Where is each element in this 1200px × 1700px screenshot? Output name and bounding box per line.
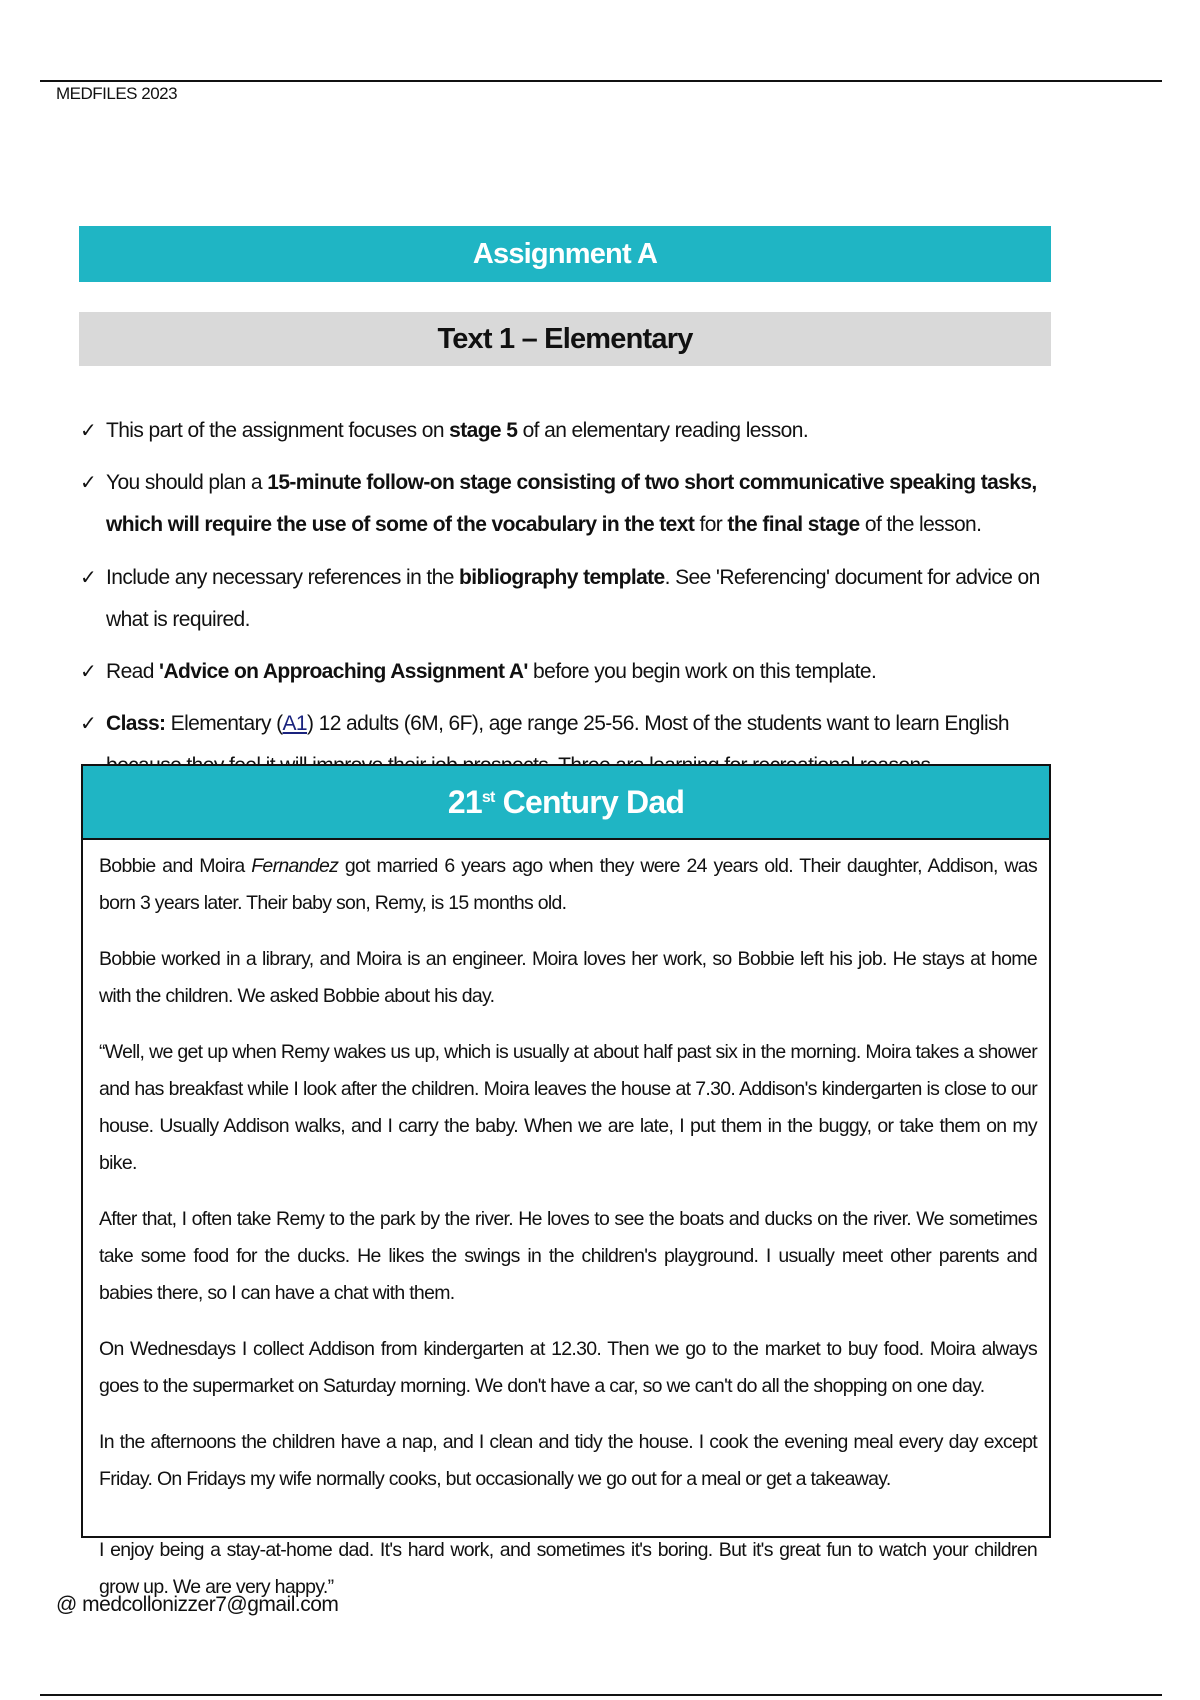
story-paragraph: In the afternoons the children have a nap, and I clean and tidy the house. I cook the evening meal every day except Friday. On Fridays my wife normally cooks, but occasionally we go out for a meal or get a takeaway. [99,1431,1037,1490]
reading-text-box [81,764,1051,1598]
story-body [83,840,1049,1606]
instructions-list [80,410,1055,798]
story-paragraph: On Wednesdays I collect Addison from kindergarten at 12.30. Then we go to the market to buy food. Moira always goes to the supermarket on Saturday morning. We don't have a car, so we can't do all the shopping on one day. [99,1338,1037,1397]
top-divider [40,80,1162,82]
instruction-item: ✓ You should plan a 15-minute follow-on stage consisting of two short communicative speaking tasks, which will require the use of some of the vocabulary in the text for the final stage of the lesson. [80,462,1055,546]
instruction-item: ✓ Include any necessary references in the bibliography template. See 'Referencing' document for advice on what is required. [80,557,1055,641]
instruction-item-class: ✓ Class: Elementary (A1) 12 adults (6M, 6F), age range 25-56. Most of the students want to learn English [80,703,1055,787]
instruction-item: ✓ Read 'Advice on Approaching Assignment A' before you begin work on this template. [80,651,1055,693]
level-link[interactable]: A1 [282,712,308,735]
header-label: MEDFILES 2023 [56,84,178,103]
story-paragraph: Bobbie worked in a library, and Moira is an engineer. Moira loves her work, so Bobbie left his job. He stays at home with the children. We asked Bobbie about his day. [99,948,1037,1007]
story-paragraph: I enjoy being a stay-at-home dad. It's hard work, and sometimes it's boring. But it's great fun to watch your children grow up. We are very happy.” [99,1539,1037,1598]
story-title: 21 $^{st}$ Century Dad [83,766,1049,840]
bottom-divider [40,1694,1162,1696]
checkmark-icon: ✓ [80,661,97,683]
checkmark-icon: ✓ [80,420,97,442]
assignment-title: Assignment A [79,226,1051,282]
story-paragraph: Bobbie and Moira Fernandez got married 6 years ago when they were 24 years old. Their daughter, Addison, was born 3 years later. Their baby son, Remy, is 15 months old. [99,855,1037,914]
story-paragraph: “Well, we get up when Remy wakes us up, which is usually at about half past six in the morning. Moira takes a shower and has breakfast while I look after the children. Moira leaves the house at 7.30. Addison's kindergarten is close to our house. Usually Addison walks, and I carry the baby. When we are late, I put them in the buggy, or take them on my bike. [99,1041,1037,1174]
checkmark-icon: ✓ [80,713,97,735]
text-title: Text 1 – Elementary [79,312,1051,366]
instruction-item: ✓ This part of the assignment focuses on stage 5 of an elementary reading lesson. [80,410,1055,452]
checkmark-icon: ✓ [80,567,97,589]
footer-email: @ medcollonizzer7@gmail.com [56,1593,339,1616]
checkmark-icon: ✓ [80,472,97,494]
story-paragraph: After that, I often take Remy to the park by the river. He loves to see the boats and ducks on the river. We sometimes take some food for the ducks. He likes the swings in the children's playground. I usually meet other parents and babies there, so I can have a chat with them. [99,1208,1037,1304]
